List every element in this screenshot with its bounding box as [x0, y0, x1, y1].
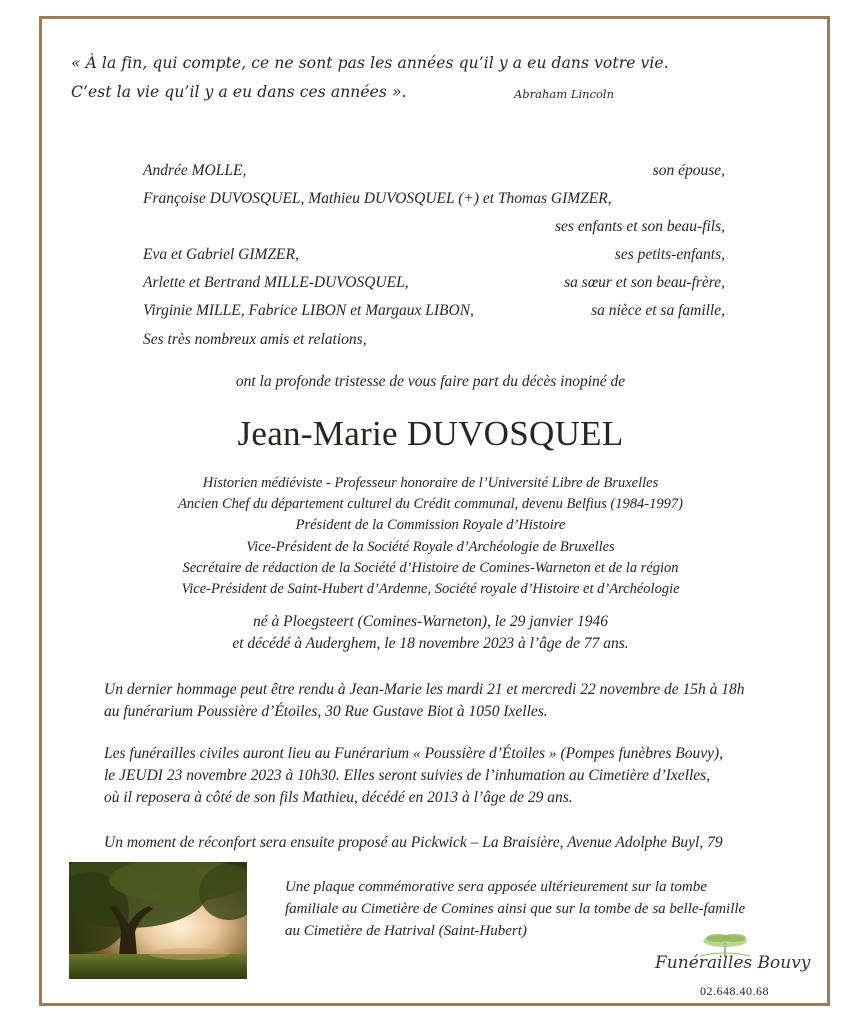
- quote-author: Abraham Lincoln: [514, 87, 615, 101]
- family-member: Françoise DUVOSQUEL, Mathieu DUVOSQUEL (+) et Thomas GIMZER,: [143, 190, 612, 207]
- family-row: [143, 190, 725, 210]
- tribute-line: Un dernier hommage peut être rendu à Jean-Marie les mardi 21 et mercredi 22 novembre de 15h à 18h: [104, 681, 745, 698]
- family-member: Andrée MOLLE,: [143, 162, 247, 179]
- family-member: Arlette et Bertrand MILLE-DUVOSQUEL,: [143, 274, 409, 291]
- title-line: Historien médiéviste - Professeur honoraire de l’Université Libre de Bruxelles: [202, 475, 659, 491]
- family-relation: sa nièce et sa famille,: [591, 302, 725, 319]
- funeral-line: le JEUDI 23 novembre 2023 à 10h30. Elles seront suivies de l’inhumation au Cimetière d’Ixelles,: [104, 767, 711, 784]
- title-line: Secrétaire de rédaction de la Société d’Histoire de Comines-Warneton et de la région: [182, 559, 679, 576]
- plaque-line: familiale au Cimetière de Comines ainsi que sur la tombe de sa belle-famille: [285, 901, 746, 917]
- funeral-paragraph: [104, 743, 723, 809]
- family-row: [143, 274, 725, 294]
- family-relation: son épouse,: [652, 162, 725, 179]
- plaque-line: Une plaque commémorative sera apposée ultérieurement sur la tombe: [285, 879, 707, 895]
- quote-line-2: C’est la vie qu’il y a eu dans ces années ».: [71, 83, 407, 101]
- family-row: [143, 302, 725, 322]
- birth-line: né à Ploegsteert (Comines-Warneton), le 29 janvier 1946: [252, 613, 608, 630]
- family-relation: ses petits-enfants,: [614, 246, 725, 263]
- family-member: Eva et Gabriel GIMZER,: [143, 246, 299, 263]
- quote-line-1: « À la fin, qui compte, ce ne sont pas les années qu’il y a eu dans votre vie.: [71, 54, 669, 72]
- titles-list: [0, 473, 861, 600]
- tree-image: [69, 862, 247, 979]
- tree-photo: [69, 862, 247, 979]
- dates-block: [0, 611, 861, 655]
- tribute-paragraph: [104, 679, 745, 723]
- death-line: et décédé à Auderghem, le 18 novembre 2023 à l’âge de 77 ans.: [232, 635, 629, 652]
- funeral-home-phone: 02.648.40.68: [700, 984, 769, 998]
- funeral-line: Les funérailles civiles auront lieu au Funérarium « Poussière d’Étoiles » (Pompes funèbres Bouvy),: [104, 745, 724, 762]
- title-line: Ancien Chef du département culturel du Crédit communal, devenu Belfius (1984-1997): [178, 496, 683, 513]
- reception-text: Un moment de réconfort sera ensuite proposé au Pickwick – La Braisière, Avenue Adolphe Buyl, 79: [104, 834, 723, 851]
- family-row: [143, 218, 725, 238]
- funeral-line: où il reposera à côté de son fils Mathieu, décédé en 2013 à l’âge de 29 ans.: [104, 789, 573, 806]
- family-row: [143, 246, 725, 266]
- plaque-paragraph: [285, 876, 745, 942]
- title-line: Président de la Commission Royale d’Histoire: [295, 517, 566, 534]
- plaque-line: au Cimetière de Hatrival (Saint-Hubert): [285, 923, 527, 939]
- announcement-text: ont la profonde tristesse de vous faire part du décès inopiné de: [235, 373, 626, 390]
- title-line: Vice-Président de Saint-Hubert d’Ardenne, Société royale d’Histoire et d’Archéologie: [181, 581, 680, 598]
- funeral-home-name: Funérailles Bouvy: [655, 953, 811, 973]
- deceased-name: Jean-Marie DUVOSQUEL: [237, 414, 624, 453]
- family-relation: ses enfants et son beau-fils,: [554, 218, 725, 235]
- tribute-line: au funérarium Poussière d’Étoiles, 30 Rue Gustave Biot à 1050 Ixelles.: [104, 703, 548, 720]
- family-row: [143, 162, 725, 182]
- family-member: Virginie MILLE, Fabrice LIBON et Margaux LIBON,: [143, 302, 474, 319]
- family-relation: sa sœur et son beau-frère,: [564, 274, 725, 291]
- family-row: [143, 331, 725, 351]
- title-line: Vice-Président de la Société Royale d’Archéologie de Bruxelles: [246, 538, 615, 555]
- family-member: Ses très nombreux amis et relations,: [143, 331, 367, 348]
